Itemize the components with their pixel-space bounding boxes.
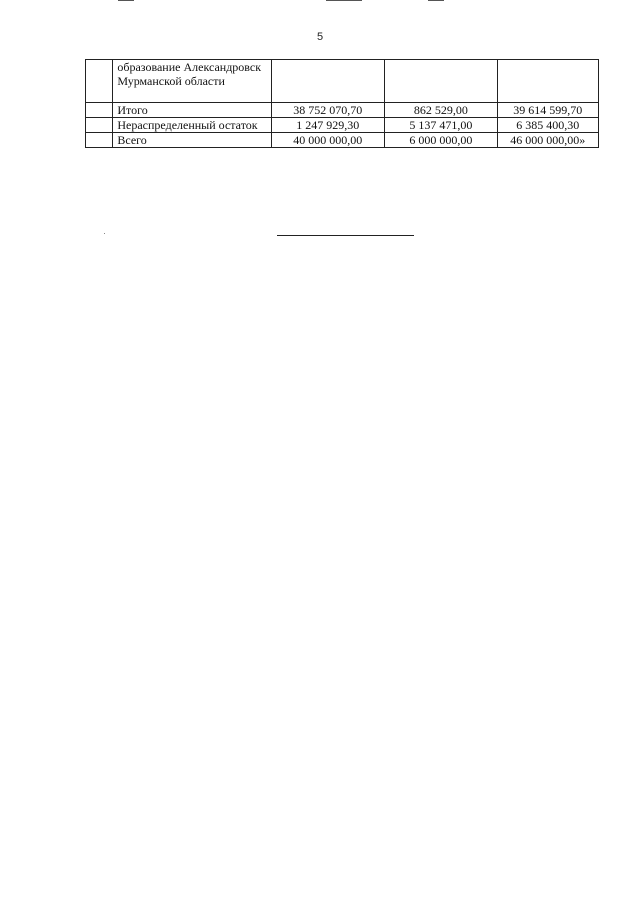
table-row <box>86 133 599 148</box>
value-cell-col2 <box>385 60 498 103</box>
value-cell-col1: 38 752 070,70 <box>271 103 385 118</box>
table-row <box>86 118 599 133</box>
row-name-cell: Итого <box>113 103 271 118</box>
top-edge-mark <box>326 0 362 1</box>
value-cell-col1: 1 247 929,30 <box>271 118 385 133</box>
value-cell-col3: 6 385 400,30 <box>497 118 598 133</box>
table-row <box>86 103 599 118</box>
value-cell-col2: 5 137 471,00 <box>385 118 498 133</box>
row-index-cell <box>86 103 113 118</box>
value-cell-col2: 862 529,00 <box>385 103 498 118</box>
top-edge-mark <box>118 0 134 1</box>
top-edge-mark <box>428 0 444 1</box>
value-cell-col2: 6 000 000,00 <box>385 133 498 148</box>
budget-table <box>85 59 599 148</box>
row-name-cell: Нераспределенный остаток <box>113 118 271 133</box>
end-separator-line <box>277 235 414 236</box>
row-name-cell: Всего <box>113 133 271 148</box>
value-cell-col3: 46 000 000,00» <box>497 133 598 148</box>
row-name-cell: образование Александровск Мурманской области <box>113 60 271 103</box>
page-number: 5 <box>316 31 324 43</box>
value-cell-col3 <box>497 60 598 103</box>
value-cell-col1: 40 000 000,00 <box>271 133 385 148</box>
row-index-cell <box>86 118 113 133</box>
scan-speck <box>104 233 105 234</box>
value-cell-col1 <box>271 60 385 103</box>
row-index-cell <box>86 60 113 103</box>
value-cell-col3: 39 614 599,70 <box>497 103 598 118</box>
row-index-cell <box>86 133 113 148</box>
table-row <box>86 60 599 103</box>
